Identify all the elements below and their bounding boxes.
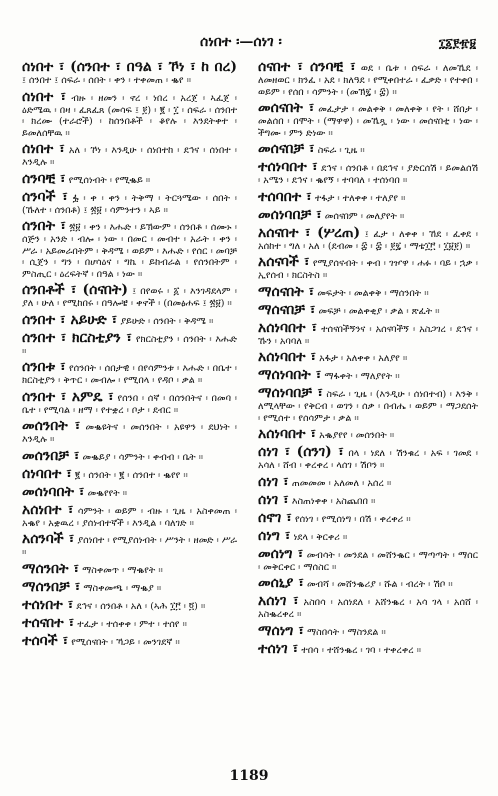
entry-headword: ሰነበተ ፣ <box>22 141 65 157</box>
entry-definition: ፤ ፈታ ፡ ለቀቀ ፡ ኸደ ፡ ፈቀደ ፡ አሰከተ ፡ ግለ ፡ አለ ፡ (ደብመ ፡ ፰ ፡ ፰ ፡ ፻፯ ፡ ማቴ፲፫ ፡ ፲፱፻) ። <box>258 228 478 252</box>
entry-headword: ማሰናበቻ ፣ <box>258 301 316 318</box>
entry-definition: የሚሰነብት ፡ የሚቈይ ። <box>68 174 151 186</box>
entry-definition: መቈይያ ፡ ሳምንት ፡ ቀብብ ፡ ቤት ። <box>82 451 204 463</box>
entry-definition: ማስቀመጥ ፡ ማቈየት ። <box>82 564 163 576</box>
right-column <box>258 60 478 660</box>
dictionary-entry <box>258 624 478 639</box>
entry-definition: እስጠነቀቀ ፡ አስጨበበ ። <box>291 495 376 507</box>
dictionary-entry <box>22 580 237 595</box>
entry-definition: ማስቀመጫ ፡ ማቈያ ። <box>83 582 162 594</box>
entry-definition: ማፋቀት ፡ ማለያየት ። <box>324 371 400 382</box>
entry-headword: ሰንበት ፣ <box>22 218 66 234</box>
entry-definition: የሰንበ ፡ ሰኛ ፡ በሰንበትና ፡ በመባ ፡ ቤተ ፡ የሚባል ፡ ዘማ ፡ የተቋረ ፡ ቦታ ፡ ደብር ። <box>22 392 237 416</box>
dictionary-entry <box>258 142 478 157</box>
entry-definition: ስፍራ ፡ ጊዜ ። <box>317 145 365 156</box>
entry-headword: ተሰነበተ ፣ <box>22 596 74 613</box>
dictionary-entry <box>258 255 478 282</box>
entry-headword: አሰንባች ፣ <box>22 531 75 547</box>
entry-definition: ፪ ፡ ሰንበት ፡ ፪ ፡ ሰንበተ ፡ ቈየየ ። <box>74 469 188 481</box>
dictionary-entry <box>258 511 478 526</box>
entry-headword: ሰነገ ፣ <box>258 473 289 490</box>
left-column <box>22 60 237 652</box>
entry-definition: ያይሁድ ፡ ሰንበት ፡ ቅዳሜ ። <box>120 315 214 327</box>
entry-headword: ሰንበተ ፣ ክርስቲያን ፣ <box>22 329 133 346</box>
entry-definition: በላ ፡ ነደለ ፡ ሽንቁረ ፡ አፍ ፡ ገመደ ፡ አሳለ ፡ ሸብ ፡ ቀረቀረ ፡ ላሰገ ፡ ሽቦን ። <box>258 448 478 471</box>
entry-definition: የሚያሰናብት ፡ ቀብ ፡ ገዦዋ ፡ ሐፉ ፡ ባይ ፡ ኋቃ ፡ ኢየሰብ ፡ ክርስትስ ። <box>258 258 478 281</box>
entry-headword: ሰንበቶች ፣ (ሰናበት) <box>22 282 128 298</box>
entry-headword: ሰንበቱ ፣ <box>22 359 66 375</box>
entry-definition: ጠመመመ ፡ አለመለ ፡ አሰረ ። <box>291 477 392 489</box>
dictionary-entry <box>258 475 478 490</box>
entry-definition: የሰንበት ፡ ሰበታዊ ፡ በየሳምንቱ ፡ እሑድ ፡ በቤተ ፡ ክርስቲያን ፡ ቅጥር ፡ መብሎ ፡ የሚበላ ፡ የዳቦ ፡ ቃል ። <box>22 363 238 386</box>
dictionary-entry <box>258 386 478 424</box>
entry-definition: ያሰነበተ ፡ የሚያሰነብት ፡ ሥንት ፡ ዘመድ ፡ ሥራ ። <box>22 535 237 558</box>
dictionary-entry <box>22 331 237 358</box>
entry-headword: ተሰነባበተ ፣ <box>258 159 318 175</box>
entry-definition: ሳምንት ፡ ወይም ፡ ብዙ ፡ ጊዜ ፡ አስቀመጠ ፡ አቈየ ፡ አቋዉረ ፡ ያሰነብተኛች ፡ እንዲል ፡ ባለገድ ። <box>22 505 237 529</box>
dictionary-entry <box>258 529 478 544</box>
entry-headword: ሰነበተ ፣ (ሰንበተ ፣ በዓል ፣ ኾነ ፣ ከ በረ) <box>22 59 237 75</box>
entry-definition: ፤ ሰንበተ ፤ ሰፍራ ፡ ሰበት ፡ ቀን ፡ ተቀመጠ ፡ ቈየ ። <box>22 75 192 86</box>
entry-definition: ተፋታ ፡ ተለቀቀ ፡ ተለያየ ። <box>314 192 406 204</box>
entry-definition: መቈዩትና ፡ መሰንበት ፡ አዩዋን ፡ ደህነት ፡ እንዲሉ ። <box>22 422 237 445</box>
entry-headword: ማሰንበት ፣ <box>22 560 80 577</box>
dictionary-entry <box>258 368 478 383</box>
entry-definition: አቈያየየ ፡ መሰንበት ። <box>319 430 395 441</box>
entry-headword: ሰነበተ ፣ <box>22 88 67 105</box>
entry-definition: ማስበሳት ፡ ማስንደል ። <box>307 626 386 638</box>
entry-definition: ወደ ፡ ቤቱ ፡ ሰፍራ ፡ ለመኼደ ፡ ለመዘወር ፡ ክንፈ ፡ አደ ፡ ክለዓደ ፡ የሚቀበተራ ፡ ፈቃድ ፡ የተቀበ ፡ ወይም ፡ የሰበ ፡ ሳምንት ፡ (መኽ፯ ፡ ፰) ። <box>258 63 478 98</box>
entry-headword: አሰነገ ፣ <box>258 593 299 609</box>
dictionary-entry <box>22 419 237 446</box>
dictionary-entry <box>22 449 237 464</box>
entry-headword: ተሰባች ፣ <box>22 632 69 649</box>
entry-definition: መብሻ ፡ መሸንቈሪያ ፡ ሹል ፡ ብረት ፡ ሽቦ ። <box>306 579 453 590</box>
entry-headword: አሰነባበተ ፣ <box>258 319 318 336</box>
entry-headword: ሰናበተ ፣ ሰንባቺ ፣ <box>258 59 356 75</box>
entry-headword: ሰኖገ ፣ <box>258 509 292 526</box>
dictionary-entry <box>258 427 478 442</box>
page-header <box>0 34 498 56</box>
entry-headword: አሰነባበተ ፣ <box>258 426 317 442</box>
entry-headword: መሰነባበት ፣ <box>22 483 85 500</box>
dictionary-entry <box>258 321 478 348</box>
dictionary-entry <box>22 142 237 169</box>
dictionary-entry <box>22 467 237 482</box>
entry-headword: መሰነባበቻ ፣ <box>258 206 322 223</box>
entry-definition: ደኅና ፡ ሰንበቶ ፡ አለ ፡ (ኣሕ ፲፫ ፡ ፬) ። <box>76 600 206 612</box>
dictionary-entry <box>258 285 478 300</box>
dictionary-entry <box>22 634 237 649</box>
dictionary-entry <box>258 642 478 657</box>
dictionary-entry <box>258 594 478 621</box>
dictionary-entry <box>22 390 237 417</box>
entry-headword: ሰንበተ ፣ አምዴ ፣ <box>22 388 114 405</box>
entry-headword: መሰነግ ፣ <box>258 545 304 562</box>
dictionary-entry <box>22 283 237 310</box>
entry-headword: ሰንባቺ ፣ <box>22 170 66 187</box>
entry-definition: ፳፱ ፡ ቀን ፡ እሑድ ፡ ይኽውም ፡ ሰንበቶ ፡ ሰሙኑ ፡ ሰጅን ፡ አንድ ፡ ብሎ ፡ ነው ፡ በመር ፡ መብተ ፡ አራት ፡ ቀን ፡ ሥራ ፡ አይመራበትም ፡ ቅዳሜ ፡ ወይም ፡ እሑድ ፡ የሰር ፡ መባቻ ፡ ሲጀን ፡ ግን ፡ በሆሳዕና ፡ ግኬ ፡ ይከብራል ፡ የሰንበትም ፡ ምስጢር ፡ ዕረፍትኛ ፡ በዓል ፡ ነው ። <box>22 222 237 280</box>
entry-headword: ሰንበተ ፣ አይሁድ ፣ <box>22 311 118 328</box>
entry-headword: ሰነገ ፣ <box>258 491 289 508</box>
dictionary-entry <box>258 445 478 472</box>
dictionary-entry <box>22 532 237 559</box>
page-code: ፲፩፻፹፱ <box>438 36 476 50</box>
dictionary-entry <box>258 303 478 318</box>
entry-headword: አሰነባበተ ፣ <box>258 349 317 365</box>
dictionary-entry <box>258 493 478 508</box>
entry-headword: ሰነግ ፣ <box>258 527 291 544</box>
entry-definition: የሰነገ ፡ የሚሰነግ ፡ በሽ ፡ ቀረቀሪ ። <box>294 513 411 525</box>
entry-definition: ፤ በየወሩ ፡ ፩ ፡ እንገዳደላም ፡ ያለ ፡ ሁለ ፡ የሚከበሩ ፡ በዓሎቼ ፡ ቀኖች ፡ (በመፅሐፍ ፤ ፳፱) ። <box>22 286 237 309</box>
dictionary-entry <box>258 101 478 139</box>
dictionary-entry <box>258 226 478 253</box>
entry-headword: ማሰንበቻ ፣ <box>22 578 81 595</box>
entry-headword: ተሰነገ ፣ <box>258 640 299 657</box>
entry-definition: ተበሳ ፡ ተሸንቈረ ፡ ገባ ፡ ተቀረቀረ ። <box>301 644 422 656</box>
entry-definition: የሚሰናበት ፡ ኻጋይ ፡ መንገደኛ ። <box>71 636 180 648</box>
entry-headword: ማሰናበት ፣ <box>258 283 315 300</box>
entry-definition: አለ ፡ ኾነ ፡ እንዲሁ ፡ ሰነበተከ ፡ ደኅና ፡ ሰነበተ ፡ እንዲሉ ። <box>22 145 237 168</box>
dictionary-entry <box>22 90 237 140</box>
entry-headword: ተሰባበተ ፣ <box>258 188 312 205</box>
dictionary-entry <box>22 562 237 577</box>
dictionary-entry <box>22 313 237 328</box>
dictionary-entry <box>22 219 237 280</box>
entry-headword: ተሰናበተ ፣ <box>22 614 75 631</box>
entry-definition: አስበሳ ፡ አሰነደለ ፡ አሸንቈረ ፡ አሳ ገላ ፡ አሰሸ ፡ አስቈረቀረ ። <box>258 597 478 620</box>
entry-headword: አሰናባች ፣ <box>258 254 310 270</box>
entry-definition: አፋታ ፡ አለቀቀ ፡ አለያየ ። <box>319 353 408 364</box>
entry-headword: አሰናበተ ፣ (ሦረጠ) <box>258 224 361 241</box>
dictionary-entry <box>22 616 237 631</box>
entry-definition: መፈታታ ፡ መልቀቅ ፡ መለቀቅ ፡ የት ፡ ሸበታ ፡ መልሰበ ፡ በሞት ፡ (ማዋዋ) ፡ መኼጿ ፡ ነው ፡ መሰናበቲ ፡ ነው ፡ ችግሙ ፡ ምን ድነው ። <box>258 104 478 139</box>
entry-headword: ማሰነባበት ፣ <box>258 367 322 383</box>
dictionary-entry <box>22 172 237 187</box>
entry-headword: ሰነገ ፣ (ሰንገ) ፣ <box>258 444 344 460</box>
entry-definition: መብሳት ፡ መንደል ፡ መሸንቈር ፡ ማጣጣት ፡ ማሰር ፡ መቅርቀር ፡ ማሰስር ። <box>258 549 478 573</box>
dictionary-entry <box>22 598 237 613</box>
dictionary-entry <box>258 160 478 187</box>
entry-definition: መቈየየት ። <box>87 487 128 499</box>
dictionary-entry <box>22 190 237 217</box>
entry-headword: መሰኒያ ፣ <box>258 575 304 591</box>
dictionary-entry <box>258 547 478 574</box>
entry-headword: ማሰነግ ፣ <box>258 622 304 639</box>
entry-definition: መፍቻ ፡ መልቀቂያ ፡ ቃል ፡ ጽፈት ። <box>318 305 440 317</box>
page-number: 1189 <box>229 768 269 784</box>
dictionary-entry <box>22 360 237 387</box>
entry-headword: መሰንበቻ ፣ <box>22 447 80 464</box>
entry-headword: መሰናበቻ ፣ <box>258 141 315 157</box>
dictionary-entry <box>258 350 478 365</box>
entry-headword: አሰነበተ ፣ <box>22 501 74 518</box>
entry-definition: መሰናበም ፡ መለያየት ። <box>324 210 405 222</box>
entry-definition: ደኅና ፡ ሰንበቶ ፡ በደኅና ፡ ያድርሰሽ ፡ ይመልሰሽ ፡ አሜን ፡ ደኅና ፡ ቈየኝ ፡ ተባባለ ፡ ተሰነባበ ። <box>258 163 478 186</box>
dictionary-entry <box>22 485 237 500</box>
entry-definition: ስፍራ ፡ ጊዜ ፡ (እንዲሁ ፡ ሰነበተብ) ፡ እንቅ ፡ ለሚላቸው ፡ የቅርብ ፡ ወገን ፡ ሰቃ ፡ በብሔ ፡ ወይም ፡ ማጋደሰት ፡ የሚሰተ ፡ የሰሳምታ ፡ ቃል ። <box>258 389 478 424</box>
dictionary-entry <box>258 190 478 205</box>
entry-definition: ነደላ ፡ ቅርቀሪ ። <box>293 531 348 543</box>
entry-headword: መሰናበት ፣ <box>258 100 315 116</box>
entry-definition: ተፈታ ፡ ተሰቀቀ ፡ ምተ ፡ ተሰየ ። <box>77 618 187 630</box>
dictionary-entry <box>258 60 478 98</box>
entry-definition: ብዙ ፡ ዘመን ፡ ኖረ ፡ ነበረ ፡ አረጀ ፡ ኣፈጀ ፡ ዕድሜዉ ፡ በዛ ፡ ፈጸፈጸ (መሳፍ ፤ ፻) ፡ ፪ ፡ ፲ ፡ ሰፍራ ፡ ሰንበተ ፡ ክረሙ (ተራሮች) ፡ ከሰንበቶች ፡ ቆየሉ ፡ እንደትቀተ ፡ ይመለሰቸዉ ። <box>22 92 237 139</box>
entry-definition: ፏ ፡ ቀ ፡ ቀን ፡ ትቅማ ፡ ትርጓሜው ፡ ሰበት ፡ (ኹለተ ፡ ሰንበቶ) ፤ ፳፱ ፡ ሳምንተን ፡ ኣይ ። <box>22 192 237 216</box>
running-head: ሰነበተ ፡—ሰነገ ፡ <box>200 34 282 50</box>
entry-definition: መፍታት ፡ መልቀቅ ፡ ማሰንበት ። <box>317 287 429 299</box>
entry-definition: የክርስቲያን ፡ ሰንበት ፡ እሑድ ። <box>22 333 238 357</box>
dictionary-entry <box>258 208 478 223</box>
entry-headword: መሰንበት ፣ <box>22 418 81 434</box>
entry-headword: ሰነባበተ ፣ <box>22 465 72 482</box>
entry-headword: ሰንባች ፣ <box>22 188 68 205</box>
dictionary-entry <box>22 503 237 530</box>
dictionary-entry <box>258 576 478 591</box>
dictionary-entry <box>22 60 237 87</box>
entry-headword: ማሰነባበቻ ፣ <box>258 385 323 401</box>
entry-definition: ተሰናበችኝንና ፡ አሰናባችኝ ፡ አስጋገረ ፡ ደኅና ፡ ኹን ፡ አባባለ ። <box>258 323 478 347</box>
